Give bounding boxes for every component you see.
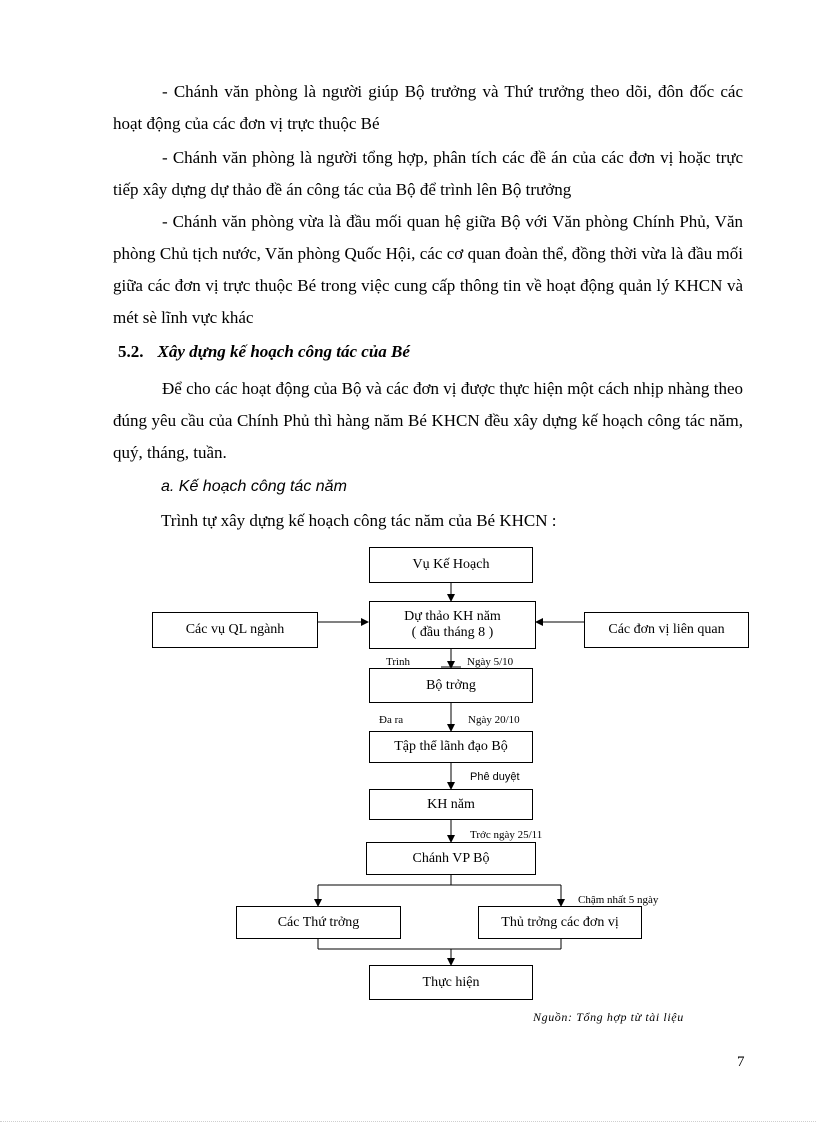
label-phe-duyet: Phê duyệt (470, 771, 520, 783)
box-cac-vu-ql-nganh (152, 612, 318, 648)
source-note: Nguồn: Tổng hợp từ tài liệu (533, 1010, 684, 1024)
box-vu-ke-hoach-label: Vụ Kế Hoạch (412, 557, 490, 572)
box-kh-nam (369, 789, 533, 820)
section-number: 5.2. (118, 342, 144, 361)
box-thuc-hien (369, 965, 533, 1000)
box-chanh-vp-bo (366, 842, 536, 875)
box-bo-truong-label: Bộ trởng (426, 677, 476, 693)
box-du-thao-kh-nam (369, 601, 536, 649)
box-thuc-hien-label: Thực hiện (422, 974, 480, 990)
section-title: Xây dựng kế hoạch công tác của Bé (157, 342, 410, 361)
label-trinh: Trình (386, 656, 411, 668)
paragraph-chanh-van-phong-3: - Chánh văn phòng vừa là đầu mối quan hệ giữa Bộ với Văn phòng Chính Phủ, Văn phòng Chủ tịch nước, Văn phòng Quốc Hội, các cơ quan đoàn thể, đồng thời vừa là đầu mối giữa các đơn vị trực thuộc Bé trong việc cung cấp thông tin về hoạt động quản lý KHCN và mét sè lĩnh vực khác (113, 212, 743, 327)
page-number: 7 (737, 1054, 745, 1070)
box-cac-don-vi-lien-quan (584, 612, 749, 648)
label-dua-ra: Đa ra (379, 714, 404, 726)
flowchart-intro: Trình tự xây dựng kế hoạch công tác năm của Bé KHCN : (161, 511, 557, 530)
box-thu-truong-don-vi-label: Thủ trởng các đơn vị (501, 914, 619, 930)
section-body-paragraph: Để cho các hoạt động của Bộ và các đơn vị được thực hiện một cách nhịp nhàng theo đúng yêu cầu của Chính Phủ thì hàng năm Bé KHCN đều xây dựng kế hoạch công tác năm, quý, tháng, tuần. (113, 379, 743, 462)
label-ngay-20-10: Ngày 20/10 (468, 714, 520, 726)
paragraph-chanh-van-phong-2: - Chánh văn phòng là người tổng hợp, phân tích các đề án của các đơn vị hoặc trực tiếp xây dựng dự thảo đề án công tác của Bộ để trình lên Bộ trưởng (113, 148, 743, 199)
label-cham-nhat-5-ngay: Chậm nhất 5 ngày (578, 894, 659, 906)
box-bo-truong (369, 668, 533, 703)
box-thu-truong-don-vi (478, 906, 642, 939)
footer-divider (0, 1121, 816, 1122)
box-chanh-vp-label: Chánh VP Bộ (412, 850, 490, 866)
box-tap-the-lanh-dao (369, 731, 533, 763)
box-du-thao-line1: Dự thảo KH năm (404, 609, 501, 624)
box-cac-vu-ql-label: Các vụ QL ngành (185, 622, 285, 637)
box-cac-thu-truong-label: Các Thứ trởng (277, 914, 360, 930)
label-ngay-5-10: Ngày 5/10 (467, 656, 514, 668)
label-truoc-ngay-25-11: Trớc ngày 25/11 (470, 829, 543, 841)
subheading-annual-plan: a. Kế hoạch công tác năm (161, 478, 347, 495)
paragraph-chanh-van-phong-1: - Chánh văn phòng là người giúp Bộ trưởng và Thứ trưởng theo dõi, đôn đốc các hoạt động của các đơn vị trực thuộc Bé (113, 82, 743, 133)
box-cac-thu-truong (236, 906, 401, 939)
box-kh-nam-label: KH năm (427, 796, 475, 812)
box-cac-don-vi-label: Các đơn vị liên quan (608, 622, 725, 637)
box-du-thao-line2: ( đầu tháng 8 ) (411, 625, 494, 640)
box-tap-the-label: Tập thể lãnh đạo Bộ (394, 739, 508, 754)
box-vu-ke-hoach (369, 547, 533, 583)
